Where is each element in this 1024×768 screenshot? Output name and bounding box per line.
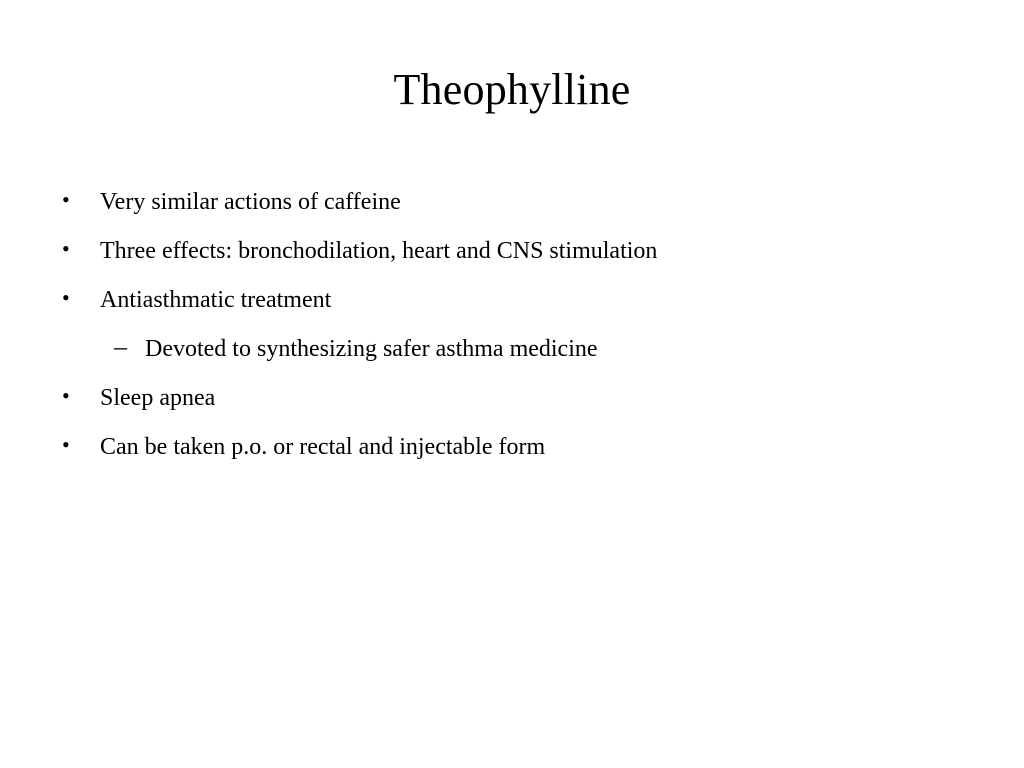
bullet-dot-icon: • [62,187,70,212]
bullet-text: Very similar actions of caffeine [100,189,401,215]
bullet-item [0,278,1024,327]
bullet-item [0,376,1024,425]
bullet-item [0,180,1024,229]
sub-bullet-item [0,327,1024,376]
bullet-text: Antiasthmatic treatment [100,287,332,313]
bullet-text: Sleep apnea [100,385,216,411]
sub-bullet-text: Devoted to synthesizing safer asthma medicine [145,336,598,362]
bullet-dash-icon: – [114,332,127,361]
slide-title: Theophylline [393,65,631,114]
bullet-dot-icon: • [62,236,70,261]
bullet-list [0,180,1024,474]
bullet-dot-icon: • [62,383,70,408]
bullet-text: Three effects: bronchodilation, heart and CNS stimulation [100,238,658,264]
bullet-item [0,425,1024,474]
bullet-dot-icon: • [62,432,70,457]
bullet-item [0,229,1024,278]
bullet-text: Can be taken p.o. or rectal and injectable form [100,434,546,460]
bullet-dot-icon: • [62,285,70,310]
